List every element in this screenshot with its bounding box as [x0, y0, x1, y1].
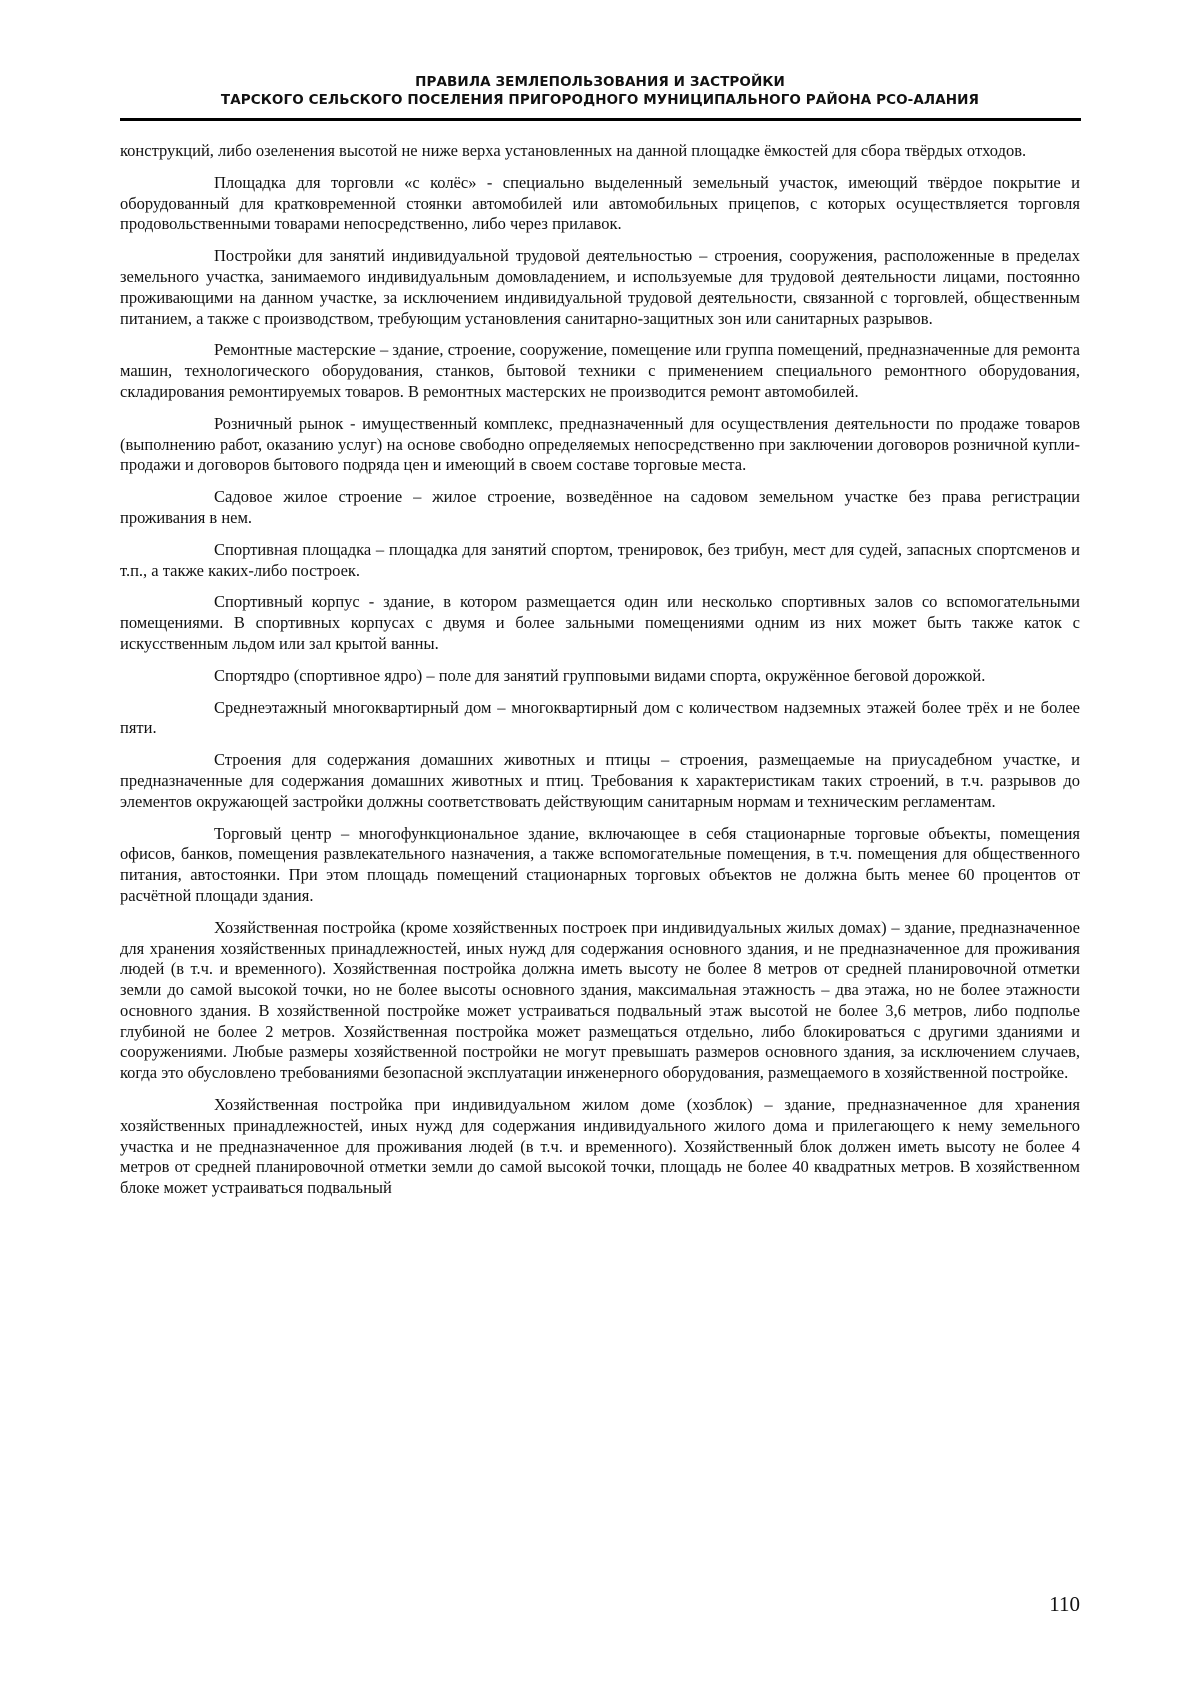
paragraph-individual-labor-buildings: Постройки для занятий индивидуальной трудовой деятельностью – строения, сооружения, расположенные в пределах земельного участка, занимаемого индивидуальным домовладением, и используемые для трудовой деятельности лицами, постоянно проживающими на данном участке, за исключением индивидуальной трудовой деятельности, связанной с торговлей, общественным питанием, а также с производством, требующим установления санитарно-защитных зон или санитарных разрывов. [120, 246, 1080, 328]
paragraph-sports-building: Спортивный корпус - здание, в котором размещается один или несколько спортивных залов со вспомогательными помещениями. В спортивных корпусах с двумя и более зальными помещениями одним из них может быть также каток с искусственным льдом или зал крытой ванны. [120, 592, 1080, 653]
paragraph-garden-house: Садовое жилое строение – жилое строение, возведённое на садовом земельном участке без права регистрации проживания в нем. [120, 487, 1080, 527]
paragraph-shopping-center: Торговый центр – многофункциональное здание, включающее в себя стационарные торговые объекты, помещения офисов, банков, помещения развлекательного назначения, а также вспомогательные помещения, в т.ч. помещения для общественного питания, автостоянки. При этом площадь помещений стационарных торговых объектов не должна быть менее 60 процентов от расчётной площади здания. [120, 823, 1080, 905]
paragraph-sports-ground: Спортивная площадка – площадка для занятий спортом, тренировок, без трибун, мест для судей, запасных спортсменов и т.п., а также каких-либо построек. [120, 539, 1080, 580]
header-rule [120, 118, 1081, 121]
paragraph-trade-from-wheels: Площадка для торговли «с колёс» - специально выделенный земельный участок, имеющий твёрдое покрытие и оборудованный для кратковременной стоянки автомобилей или автомобильных прицепов, с которых осуществляется торговля продовольственными товарами непосредственно, либо через прилавок. [120, 172, 1080, 234]
header-title-line-1: ПРАВИЛА ЗЕМЛЕПОЛЬЗОВАНИЯ И ЗАСТРОЙКИ [415, 74, 785, 90]
paragraph-mid-rise-house: Среднеэтажный многоквартирный дом – многоквартирный дом с количеством надземных этажей более трёх и не более пяти. [120, 697, 1080, 738]
paragraph-retail-market: Розничный рынок - имущественный комплекс, предназначенный для осуществления деятельности по продаже товаров (выполнению работ, оказанию услуг) на основе свободно определяемых непосредственно при заключении договоров розничной купли-продажи и договоров бытового подряда цен и имеющий в своем составе торговые места. [120, 413, 1080, 475]
paragraph-sports-core: Спортядро (спортивное ядро) – поле для занятий групповыми видами спорта, окружённое беговой дорожкой. [214, 665, 986, 685]
paragraph-utility-block: Хозяйственная постройка при индивидуальном жилом доме (хозблок) – здание, предназначенное для хранения хозяйственных принадлежностей, иных нужд для содержания индивидуального жилого дома и прилегающего к нему земельного участка и не предназначенное для проживания людей (в т.ч. и временного). Хозяйственный блок должен иметь высоту не более 4 метров от средней планировочной отметки земли до самой высокой точки, площадь не более 40 квадратных метров. В хозяйственном блоке может устраиваться подвальный [120, 1095, 1080, 1198]
header-title-line-2: ТАРСКОГО СЕЛЬСКОГО ПОСЕЛЕНИЯ ПРИГОРОДНОГО МУНИЦИПАЛЬНОГО РАЙОНА РСО-АЛАНИЯ [220, 92, 980, 108]
paragraph-repair-workshops: Ремонтные мастерские – здание, строение, сооружение, помещение или группа помещений, предназначенные для ремонта машин, технологического оборудования, станков, бытовой техники с применением специального ремонтного оборудования, складирования ремонтируемых товаров. В ремонтных мастерских не производится ремонт автомобилей. [120, 340, 1080, 401]
body-text [120, 141, 1080, 1210]
paragraph-utility-building: Хозяйственная постройка (кроме хозяйственных построек при индивидуальных жилых домах) – здание, предназначенное для хранения хозяйственных принадлежностей, иных нужд для содержания основного здания, и не предназначенное для проживания людей (в т.ч. и временного). Хозяйственная постройка должна иметь высоту не более 8 метров от средней планировочной отметки земли до самой высокой точки, но не более высоты основного здания, максимальная этажность – два этажа, но не более этажности основного здания. В хозяйственной постройке может устраиваться подвальный этаж высотой не более 3,6 метров, либо подполье глубиной не более 2 метров. Хозяйственная постройка может размещаться отдельно, либо блокироваться с другими зданиями и сооружениями. Любые размеры хозяйственной постройки не могут превышать размеров основного здания, за исключением случаев, когда это обусловлено требованиями безопасной эксплуатации инженерного оборудования, размещаемого в хозяйственной постройке. [120, 917, 1080, 1083]
page-number: 110 [1049, 1592, 1080, 1616]
running-header [120, 73, 1080, 109]
paragraph-animal-buildings: Строения для содержания домашних животных и птицы – строения, размещаемые на приусадебном участке, и предназначенные для содержания домашних животных и птиц. Требования к характеристикам таких строений, в т.ч. разрывов до элементов окружающей застройки должны соответствовать действующим санитарным нормам и техническим регламентам. [120, 750, 1080, 811]
paragraph-continuation: конструкций, либо озеленения высотой не ниже верха установленных на данной площадке ёмкостей для сбора твёрдых отходов. [120, 141, 1027, 160]
